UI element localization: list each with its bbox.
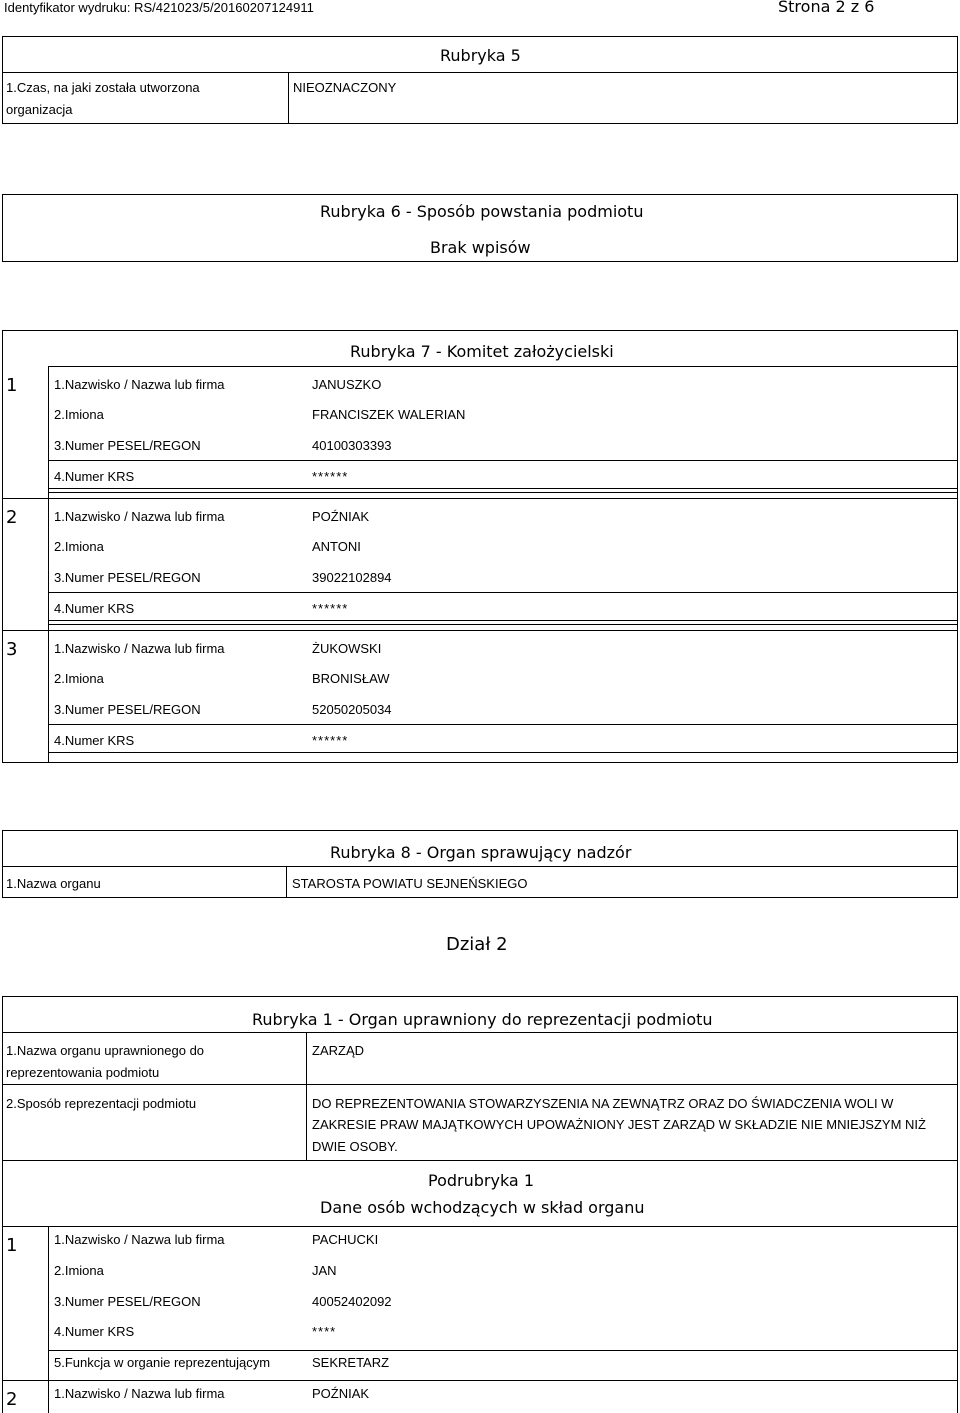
member-1-firstname-label: 2.Imiona: [54, 407, 104, 422]
member-1-name-label: 1.Nazwisko / Nazwa lub firma: [54, 377, 225, 392]
member-2-pesel-value: 39022102894: [312, 570, 392, 585]
rubryka-5-title: Rubryka 5: [440, 46, 521, 65]
member-3-krs-label: 4.Numer KRS: [54, 733, 135, 748]
member-2-pesel-label: 3.Numer PESEL/REGON: [54, 570, 201, 585]
rubryka-8-title: Rubryka 8 - Organ sprawujący nadzór: [330, 843, 632, 862]
person-1-name-value: PACHUCKI: [312, 1232, 379, 1247]
member-2-firstname-label: 2.Imiona: [54, 539, 104, 554]
representation-method-line3: DWIE OSOBY.: [312, 1139, 398, 1154]
rubryka-6-title: Rubryka 6 - Sposób powstania podmiotu: [320, 202, 644, 221]
member-1-firstname-value: FRANCISZEK WALERIAN: [312, 407, 466, 422]
rubryka-7-title: Rubryka 7 - Komitet założycielski: [350, 342, 614, 361]
rubryka-7-box: [2, 330, 958, 763]
dzial-2-rubryka-1-title: Rubryka 1 - Organ uprawniony do reprezentacji podmiotu: [252, 1010, 713, 1029]
member-1-krs-value: ******: [312, 469, 349, 484]
member-2-krs-value: ******: [312, 601, 349, 616]
member-3-pesel-label: 3.Numer PESEL/REGON: [54, 702, 201, 717]
rubryka-5-value: NIEOZNACZONY: [293, 80, 397, 95]
print-identifier: Identyfikator wydruku: RS/421023/5/20160207124911: [4, 0, 314, 15]
member-1-name-value: JANUSZKO: [312, 377, 382, 392]
podrubryka-1-title: Podrubryka 1: [428, 1171, 534, 1190]
member-3-firstname-value: BRONISŁAW: [312, 671, 390, 686]
rubryka-8-value: STAROSTA POWIATU SEJNEŃSKIEGO: [292, 876, 528, 891]
member-2-number: 2: [6, 507, 18, 528]
person-2-name-label: 1.Nazwisko / Nazwa lub firma: [54, 1386, 225, 1401]
member-3-name-label: 1.Nazwisko / Nazwa lub firma: [54, 641, 225, 656]
member-1-pesel-value: 40100303393: [312, 438, 392, 453]
member-2-krs-label: 4.Numer KRS: [54, 601, 135, 616]
member-3-pesel-value: 52050205034: [312, 702, 392, 717]
organ-name-label-line1: 1.Nazwa organu uprawnionego do: [6, 1043, 205, 1058]
rubryka-8-label: 1.Nazwa organu: [6, 876, 101, 891]
page-number: Strona 2 z 6: [778, 0, 875, 16]
rubryka-5-label-line1: 1.Czas, na jaki została utworzona: [6, 80, 200, 95]
organ-name-value: ZARZĄD: [312, 1043, 364, 1058]
representation-method-line2: ZAKRESIE PRAW MAJĄTKOWYCH UPOWAŻNIONY JEST ZARZĄD W SKŁADZIE NIE MNIEJSZYM NIŻ: [312, 1117, 926, 1132]
person-1-function-label: 5.Funkcja w organie reprezentującym: [54, 1355, 271, 1370]
representation-method-label: 2.Sposób reprezentacji podmiotu: [6, 1096, 197, 1111]
member-1-number: 1: [6, 375, 18, 396]
person-2-number: 2: [6, 1389, 18, 1410]
person-1-pesel-value: 40052402092: [312, 1294, 392, 1309]
member-3-name-value: ŻUKOWSKI: [312, 641, 382, 656]
person-1-krs-value: ****: [312, 1324, 337, 1339]
member-2-firstname-value: ANTONI: [312, 539, 361, 554]
member-3-number: 3: [6, 639, 18, 660]
rubryka-5-label-line2: organizacja: [6, 102, 73, 117]
member-2-name-label: 1.Nazwisko / Nazwa lub firma: [54, 509, 225, 524]
member-3-krs-value: ******: [312, 733, 349, 748]
representation-method-line1: DO REPREZENTOWANIA STOWARZYSZENIA NA ZEWNĄTRZ ORAZ DO ŚWIADCZENIA WOLI W: [312, 1096, 894, 1111]
member-2-name-value: POŹNIAK: [312, 509, 370, 524]
person-1-firstname-label: 2.Imiona: [54, 1263, 104, 1278]
member-1-krs-label: 4.Numer KRS: [54, 469, 135, 484]
person-1-number: 1: [6, 1235, 18, 1256]
person-1-name-label: 1.Nazwisko / Nazwa lub firma: [54, 1232, 225, 1247]
member-3-firstname-label: 2.Imiona: [54, 671, 104, 686]
person-1-firstname-value: JAN: [312, 1263, 337, 1278]
member-1-pesel-label: 3.Numer PESEL/REGON: [54, 438, 201, 453]
person-1-function-value: SEKRETARZ: [312, 1355, 390, 1370]
dzial-2-title: Dział 2: [446, 934, 508, 955]
organ-name-label-line2: reprezentowania podmiotu: [6, 1065, 160, 1080]
rubryka-6-empty: Brak wpisów: [430, 238, 531, 257]
podrubryka-1-subtitle: Dane osób wchodzących w skład organu: [320, 1198, 645, 1217]
person-1-pesel-label: 3.Numer PESEL/REGON: [54, 1294, 201, 1309]
person-2-name-value: POŹNIAK: [312, 1386, 370, 1401]
person-1-krs-label: 4.Numer KRS: [54, 1324, 135, 1339]
